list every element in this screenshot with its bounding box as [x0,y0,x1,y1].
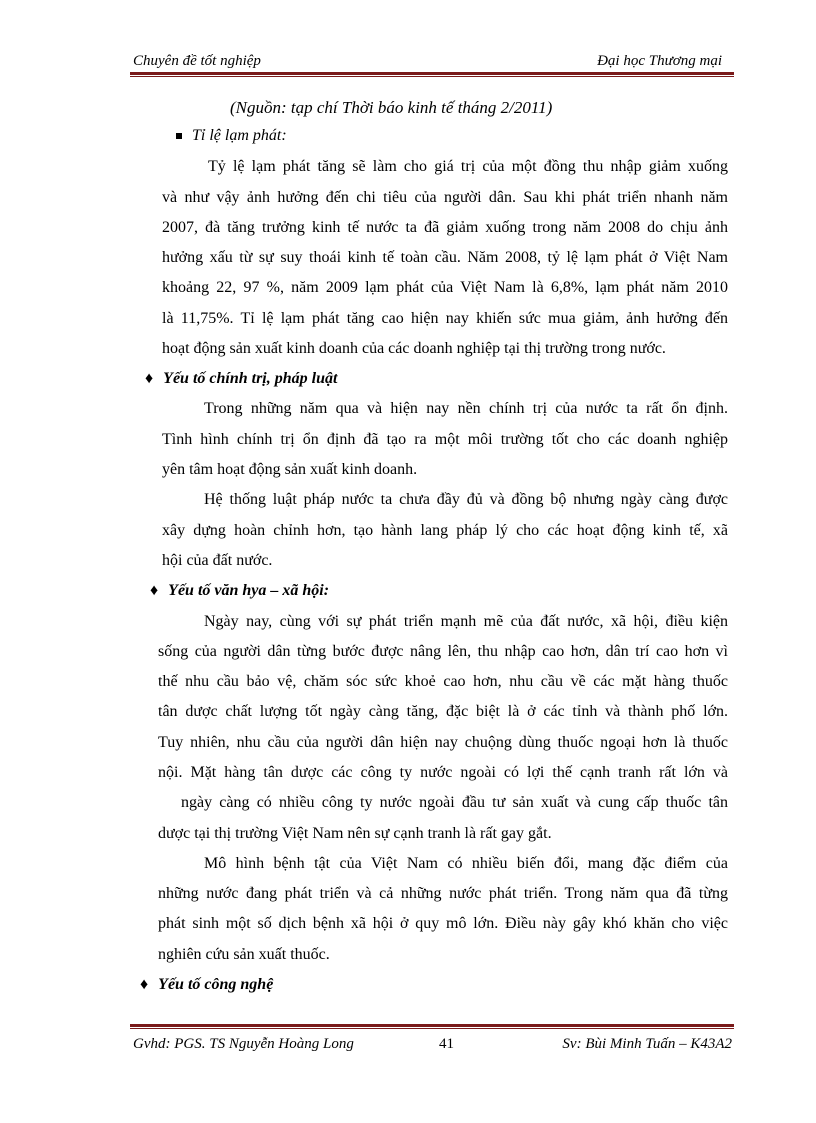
politics-heading-text: Yếu tố chính trị, pháp luật [163,370,338,387]
culture-p2-line-1: Mô hình bệnh tật của Việt Nam có nhiều biến đổi, mang đặc điểm của [204,855,728,872]
politics-p2-line-1: Hệ thống luật pháp nước ta chưa đầy đủ và đồng bộ nhưng ngày càng được [204,491,728,508]
footer-rule-thin [130,1028,734,1029]
inflation-line-4: hưởng xấu từ sự suy thoái kinh tế toàn cầu. Năm 2008, tỷ lệ lạm phát ở Việt Nam [162,249,728,266]
culture-p1-line-7: ngày càng có nhiều công ty nước ngoài đầu tư sản xuất và cung cấp thuốc tân [181,794,728,811]
footer-advisor: Gvhd: PGS. TS Nguyễn Hoàng Long [133,1036,354,1052]
inflation-line-7: hoạt động sản xuất kinh doanh của các doanh nghiệp tại thị trường trong nước. [162,340,666,357]
politics-heading [145,369,337,389]
culture-p1-line-1: Ngày nay, cùng với sự phát triển mạnh mẽ của đất nước, xã hội, điều kiện [204,613,728,630]
culture-heading-text: Yếu tố văn hya – xã hội: [168,582,330,599]
culture-p1-line-4: tân dược chất lượng tốt ngày càng tăng, đặc biệt là ở các tỉnh và thành phố lớn. [158,703,728,720]
politics-p1-line-3: yên tâm hoạt động sản xuất kinh doanh. [162,461,418,478]
culture-p2-line-4: nghiên cứu sản xuất thuốc. [158,946,330,963]
inflation-heading [176,126,287,146]
culture-p2-line-2: những nước đang phát triển và cả những nước phát triển. Trong năm qua đã từng [158,885,728,902]
inflation-heading-text: Tỉ lệ lạm phát: [192,127,287,144]
diamond-icon: ♦ [140,976,149,993]
culture-p1-line-5: Tuy nhiên, nhu cầu của người dân hiện nay chuộng dùng thuốc ngoại hơn là thuốc [158,734,728,751]
header-left: Chuyên đề tốt nghiệp [133,53,261,69]
technology-heading-text: Yếu tố công nghệ [158,976,274,993]
culture-p1-line-8: dược tại thị trường Việt Nam nên sự cạnh tranh là rất gay gắt. [158,825,552,842]
source-note: (Nguồn: tạp chí Thời báo kinh tế tháng 2/2011) [230,98,553,117]
inflation-line-5: khoảng 22, 97 %, năm 2009 lạm phát của Việt Nam là 6,8%, lạm phát năm 2010 [162,279,728,296]
inflation-line-1: Tỷ lệ lạm phát tăng sẽ làm cho giá trị của một đồng thu nhập giảm xuống [208,158,728,175]
page-number: 41 [439,1036,454,1052]
diamond-icon: ♦ [150,582,159,599]
footer-student: Sv: Bùi Minh Tuấn – K43A2 [562,1036,732,1052]
footer-rule [130,1024,734,1027]
politics-p1-line-2: Tình hình chính trị ổn định đã tạo ra một môi trường tốt cho các doanh nghiệp [162,431,728,448]
header-rule-thin [130,76,734,77]
header-right: Đại học Thương mại [597,53,722,69]
culture-p1-line-3: thế nhu cầu bảo vệ, chăm sóc sức khoẻ cao hơn, nhu cầu về các mặt hàng thuốc [158,673,728,690]
inflation-line-6: là 11,75%. Tỉ lệ lạm phát tăng cao hiện nay khiến sức mua giảm, ảnh hưởng đến [162,310,728,327]
technology-heading [140,975,273,995]
inflation-line-3: 2007, đà tăng trưởng kinh tế nước ta đã giảm xuống trong năm 2008 do chịu ảnh [162,219,728,236]
politics-p1-line-1: Trong những năm qua và hiện nay nền chính trị của nước ta rất ổn định. [204,400,728,417]
culture-p1-line-6: nội. Mặt hàng tân dược các công ty nước ngoài có lợi thế cạnh tranh rất lớn và [158,764,728,781]
header-rule [130,72,734,75]
culture-p1-line-2: sống của người dân từng bước được nâng lên, thu nhập cao hơn, dân trí cao hơn vì [158,643,728,660]
square-bullet-icon [176,133,182,139]
politics-p2-line-3: hội của đất nước. [162,552,273,569]
culture-heading [150,581,329,601]
culture-p2-line-3: phát sinh một số dịch bệnh xã hội ở quy mô lớn. Điều này gây khó khăn cho việc [158,915,728,932]
diamond-icon: ♦ [145,370,154,387]
politics-p2-line-2: xây dựng hoàn chỉnh hơn, tạo hành lang pháp lý cho các hoạt động kinh tế, xã [162,522,728,539]
inflation-line-2: và như vậy ảnh hưởng đến chi tiêu của người dân. Sau khi phát triển nhanh năm [162,189,728,206]
